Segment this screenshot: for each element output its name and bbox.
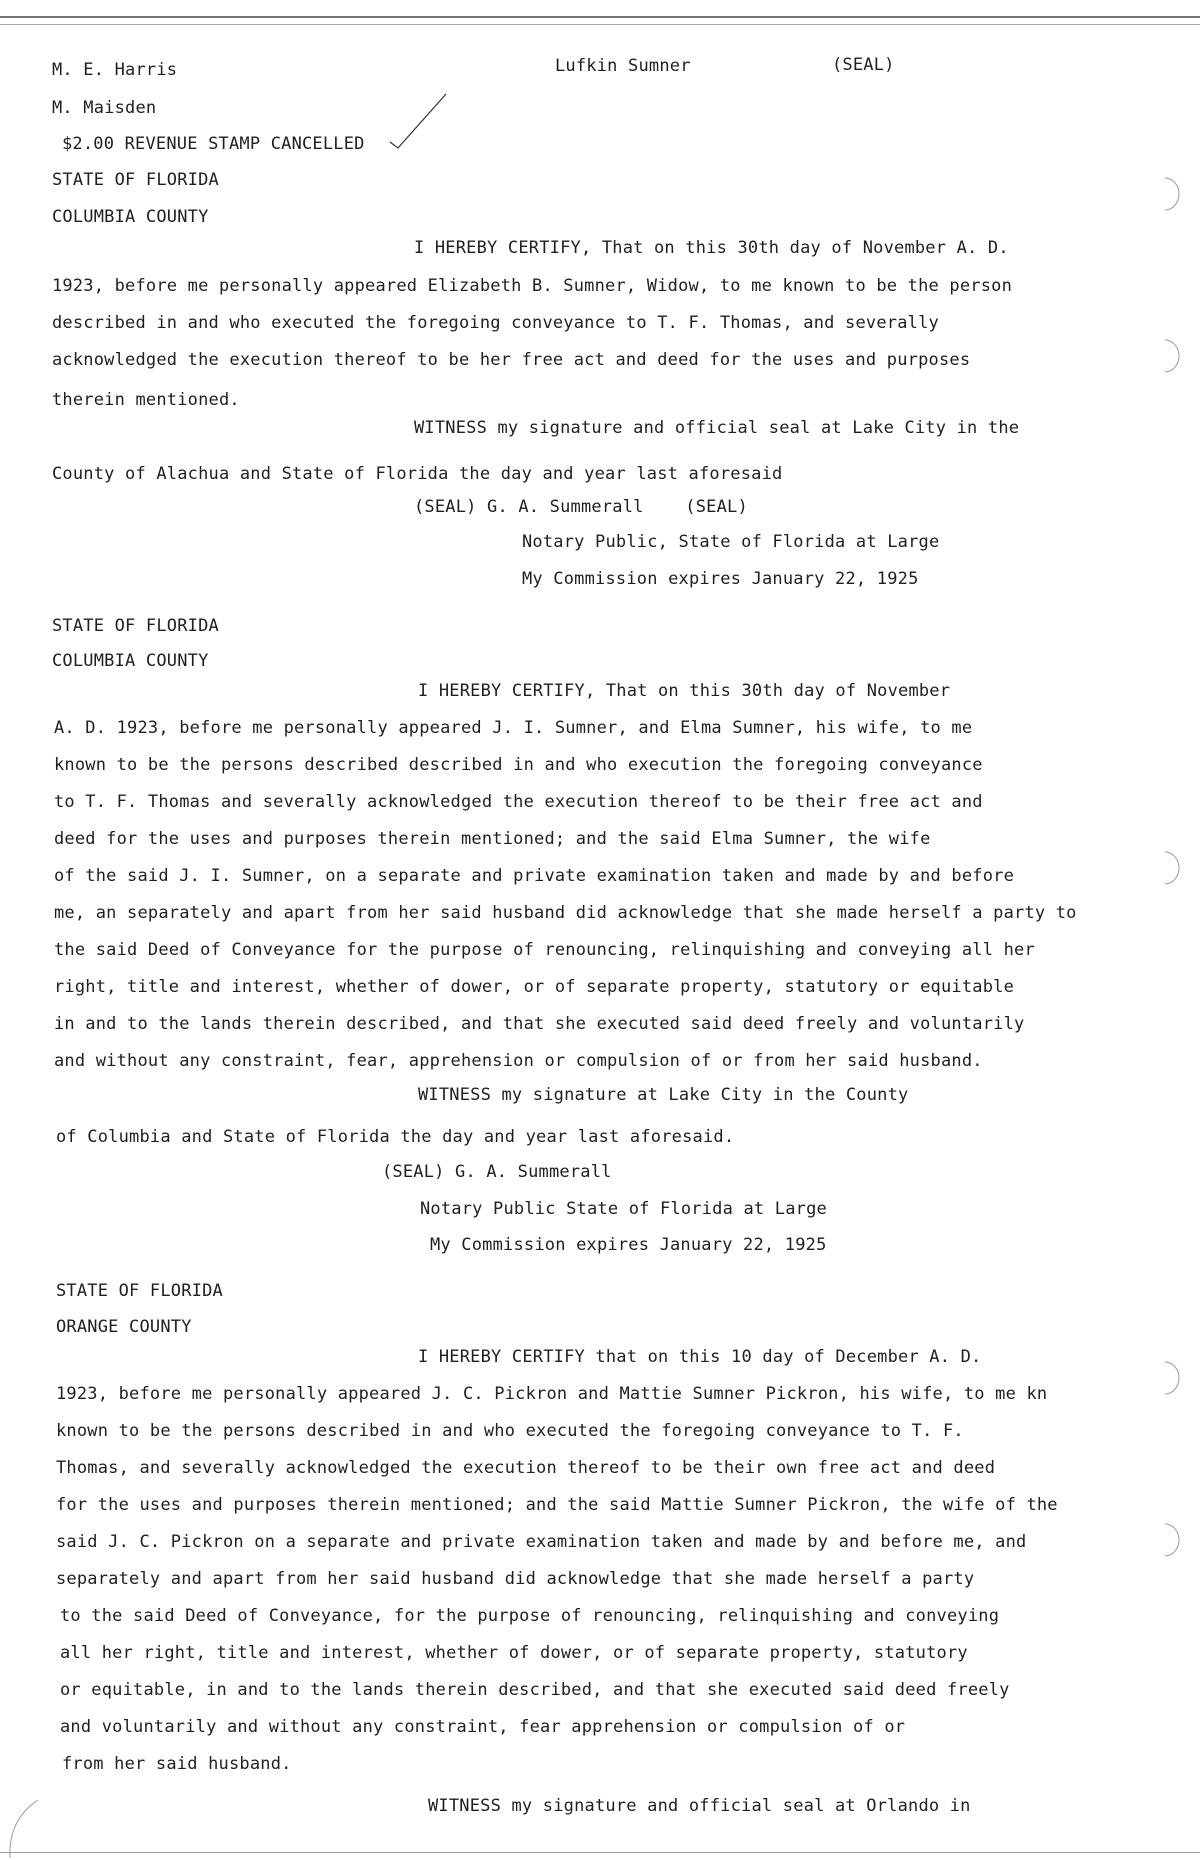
witness-name-2: M. Maisden [52, 98, 157, 118]
check-mark-icon [388, 92, 448, 152]
notary-title: Notary Public, State of Florida at Large [522, 532, 940, 552]
ack2-line: A. D. 1923, before me personally appeared J. I. Sumner, and Elma Sumner, his wife, to me [54, 718, 973, 738]
ack3-county: ORANGE COUNTY [56, 1317, 192, 1337]
ack3-line: for the uses and purposes therein mentioned; and the said Mattie Sumner Pickron, the wife of the [56, 1495, 1058, 1515]
punch-hole-icon [1165, 1362, 1179, 1394]
grantor-seal: (SEAL) [832, 55, 895, 75]
ack3-line: all her right, title and interest, whether of dower, or of separate property, statutory [60, 1643, 968, 1663]
ack3-line: I HEREBY CERTIFY that on this 10 day of December A. D. [418, 1347, 982, 1367]
punch-hole-icon [1165, 340, 1179, 372]
notary-title: Notary Public State of Florida at Large [420, 1199, 827, 1219]
ack2-state: STATE OF FLORIDA [52, 616, 219, 636]
ack1-state: STATE OF FLORIDA [52, 170, 219, 190]
ack3-witness: WITNESS my signature and official seal at Orlando in [428, 1796, 971, 1816]
ack2-line: I HEREBY CERTIFY, That on this 30th day of November [418, 681, 951, 701]
top-rule [0, 16, 1200, 18]
ack3-state: STATE OF FLORIDA [56, 1281, 223, 1301]
ack1-line: described in and who executed the foregoing conveyance to T. F. Thomas, and severally [52, 313, 939, 333]
notary-commission: My Commission expires January 22, 1925 [430, 1235, 827, 1255]
ack3-line: known to be the persons described in and who executed the foregoing conveyance to T. F. [56, 1421, 964, 1441]
ack3-line: or equitable, in and to the lands therein described, and that she executed said deed freely [60, 1680, 1010, 1700]
ack2-line: and without any constraint, fear, apprehension or compulsion of or from her said husband. [54, 1051, 983, 1071]
punch-hole-icon [1165, 178, 1179, 210]
grantor-name: Lufkin Sumner [555, 56, 691, 76]
ack2-line: me, an separately and apart from her said husband did acknowledge that she made herself a party to [54, 903, 1077, 923]
ack3-line: said J. C. Pickron on a separate and private examination taken and made by and before me, and [56, 1532, 1027, 1552]
ack2-line: of Columbia and State of Florida the day and year last aforesaid. [56, 1127, 735, 1147]
ack3-line: from her said husband. [62, 1754, 292, 1774]
ack2-line: of the said J. I. Sumner, on a separate and private examination taken and made by and before [54, 866, 1015, 886]
ack1-line: County of Alachua and State of Florida the day and year last aforesaid [52, 464, 783, 484]
ack2-line: known to be the persons described described in and who execution the foregoing conveyance [54, 755, 983, 775]
ack1-witness: WITNESS my signature and official seal at Lake City in the [414, 418, 1020, 438]
ack2-witness: WITNESS my signature at Lake City in the County [418, 1085, 909, 1105]
ack1-line: 1923, before me personally appeared Elizabeth B. Sumner, Widow, to me known to be the person [52, 276, 1013, 296]
notary-commission: My Commission expires January 22, 1925 [522, 569, 919, 589]
bottom-rule [0, 1852, 1200, 1853]
punch-hole-icon [1165, 1524, 1179, 1556]
ack3-line: to the said Deed of Conveyance, for the purpose of renouncing, relinquishing and conveying [60, 1606, 1000, 1626]
revenue-stamp-note: $2.00 REVENUE STAMP CANCELLED [62, 134, 365, 154]
ack3-line: and voluntarily and without any constraint, fear apprehension or compulsion of or [60, 1717, 906, 1737]
ack3-line: separately and apart from her said husband did acknowledge that she made herself a party [56, 1569, 975, 1589]
ack1-line: I HEREBY CERTIFY, That on this 30th day of November A. D. [414, 238, 1009, 258]
top-rule-secondary [0, 24, 1200, 25]
ack1-line: acknowledged the execution thereof to be her free act and deed for the uses and purposes [52, 350, 971, 370]
page-corner-curve [0, 1800, 40, 1860]
ack1-county: COLUMBIA COUNTY [52, 207, 209, 227]
ack2-line: in and to the lands therein described, and that she executed said deed freely and voluntarily [54, 1014, 1025, 1034]
ack2-line: right, title and interest, whether of dower, or of separate property, statutory or equitable [54, 977, 1015, 997]
punch-hole-icon [1165, 852, 1179, 884]
notary-signature: (SEAL) G. A. Summerall [382, 1162, 612, 1182]
ack1-line: therein mentioned. [52, 390, 240, 410]
ack3-line: 1923, before me personally appeared J. C. Pickron and Mattie Sumner Pickron, his wife, to me kn [56, 1384, 1048, 1404]
witness-name-1: M. E. Harris [52, 60, 178, 80]
ack2-line: deed for the uses and purposes therein mentioned; and the said Elma Sumner, the wife [54, 829, 931, 849]
notary-signature: (SEAL) G. A. Summerall (SEAL) [414, 497, 748, 517]
ack2-line: to T. F. Thomas and severally acknowledged the execution thereof to be their free act and [54, 792, 983, 812]
ack3-line: Thomas, and severally acknowledged the execution thereof to be their own free act and deed [56, 1458, 996, 1478]
ack2-line: the said Deed of Conveyance for the purpose of renouncing, relinquishing and conveying all her [54, 940, 1035, 960]
ack2-county: COLUMBIA COUNTY [52, 651, 209, 671]
punch-hole-marks [1155, 0, 1200, 1860]
